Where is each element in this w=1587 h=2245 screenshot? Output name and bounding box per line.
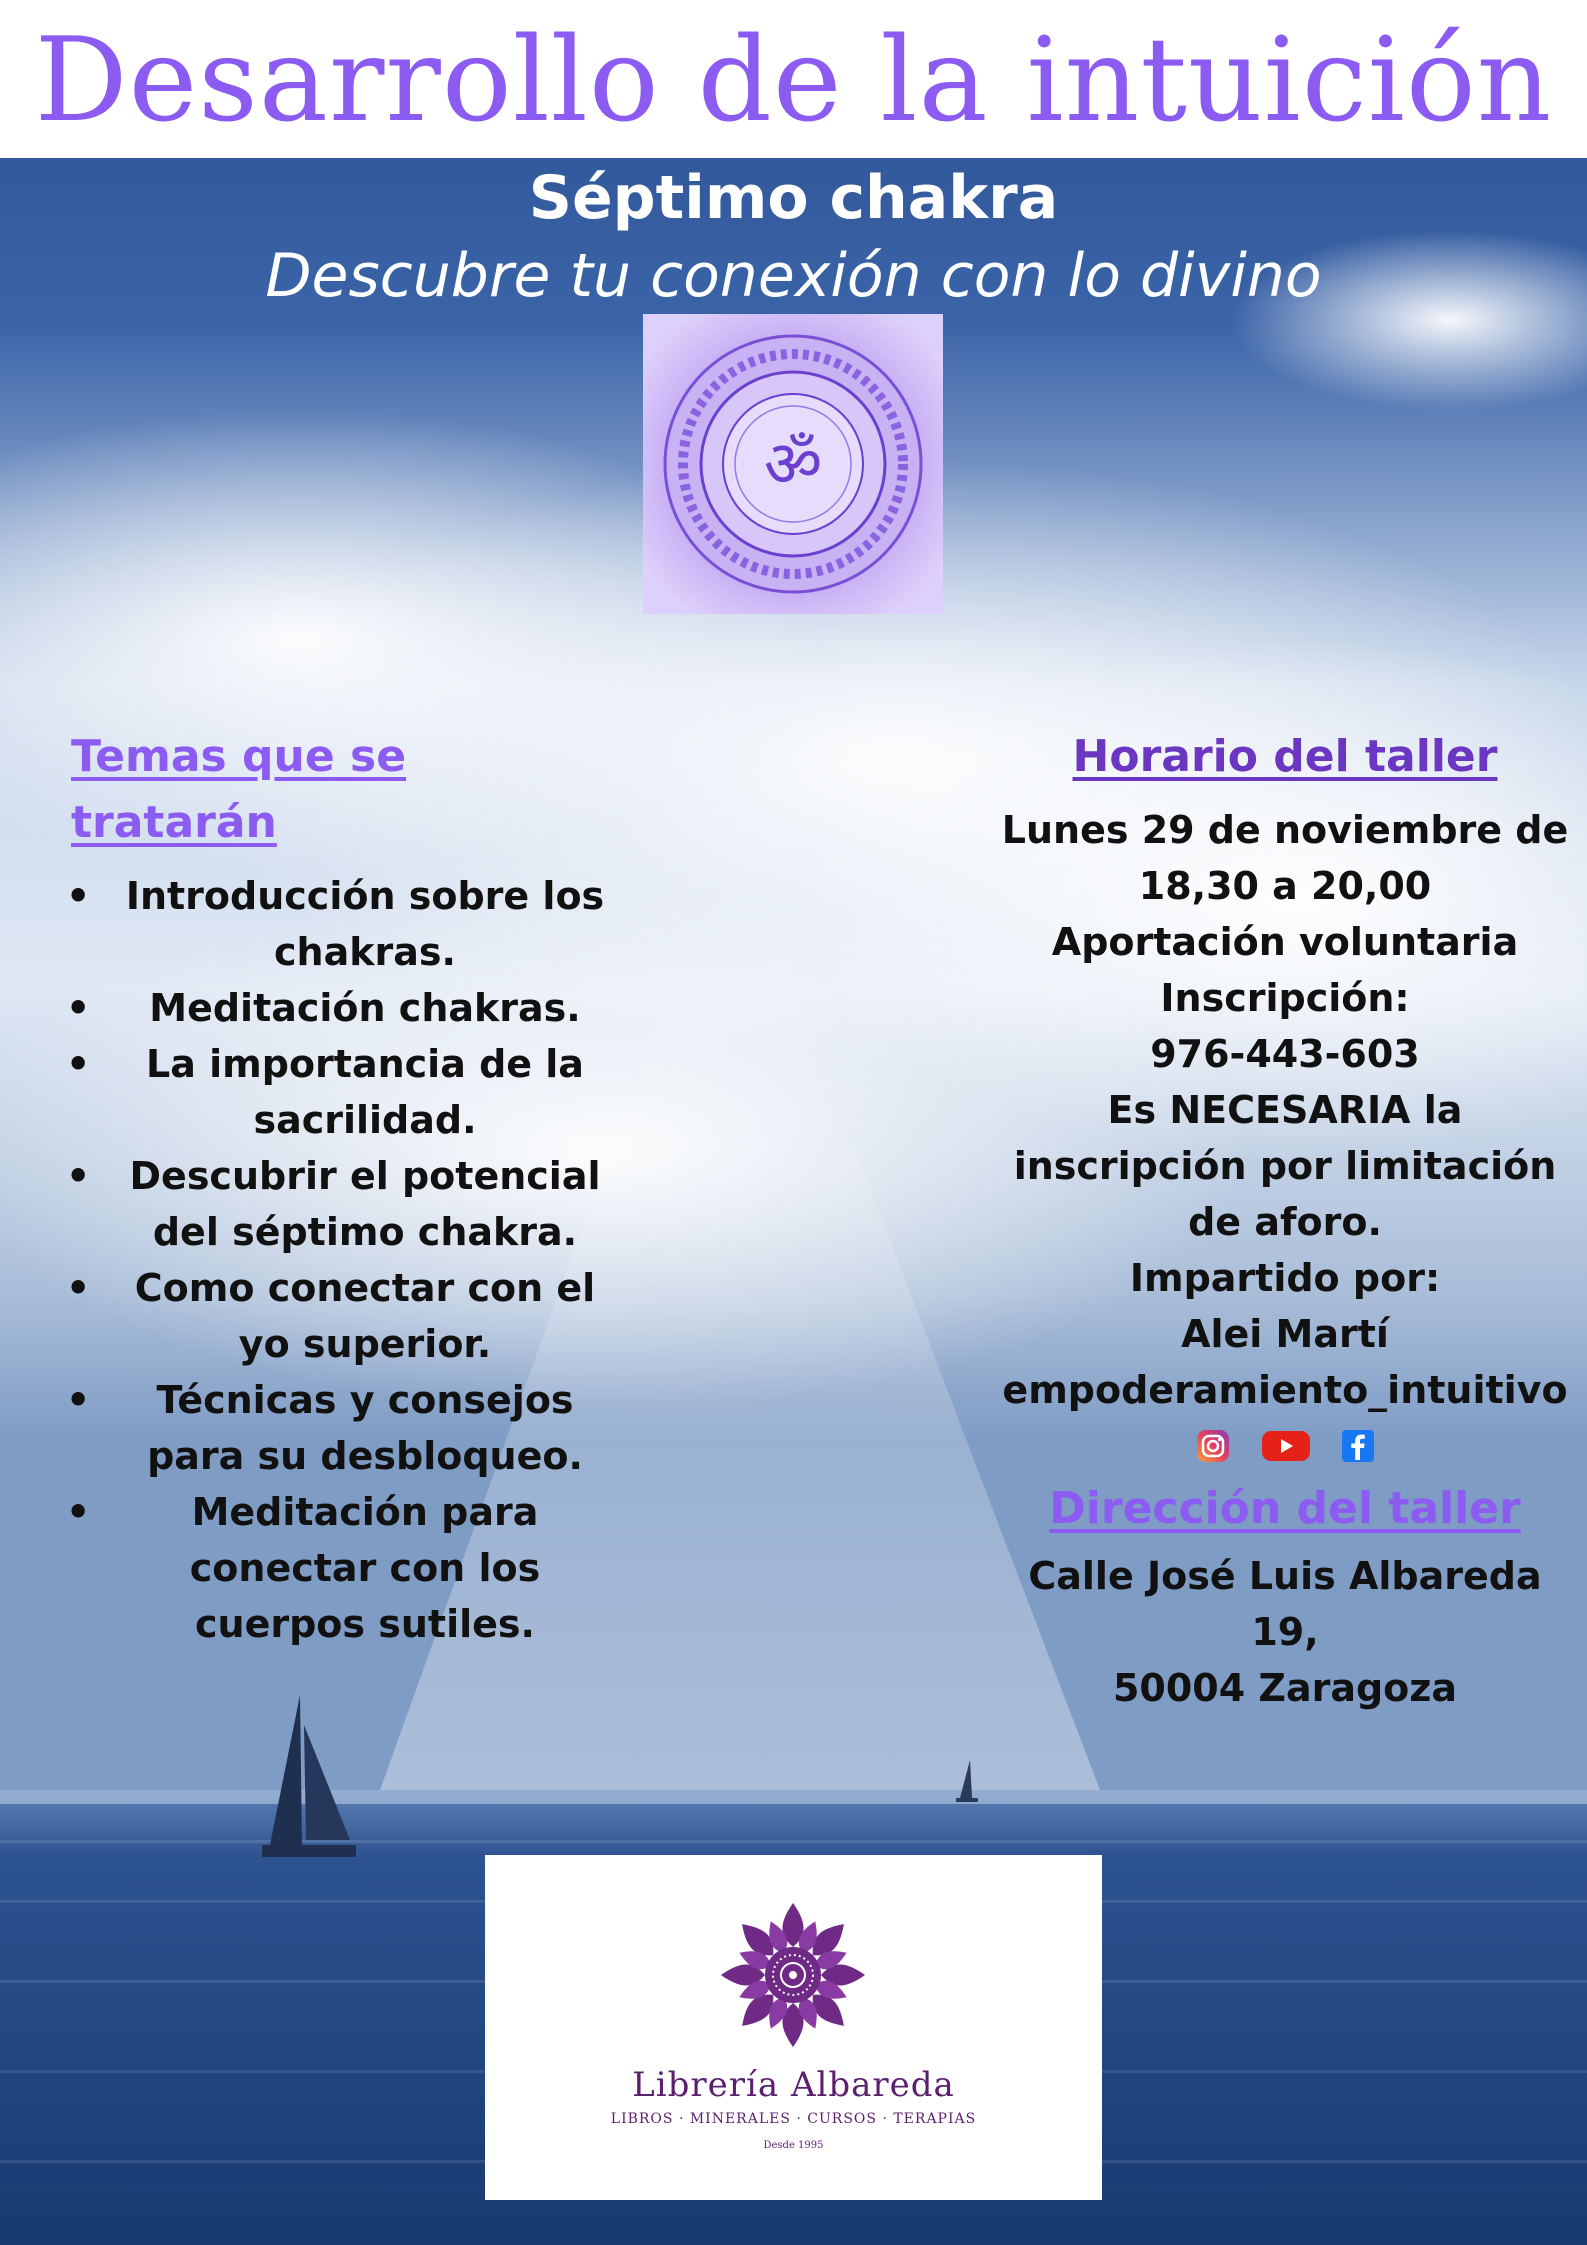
list-item: • Técnicas y consejos para su desbloqueo.	[60, 1372, 620, 1484]
address-line1: Calle José Luis Albareda 19,	[1028, 1554, 1542, 1654]
phone-number: 976-443-603	[1150, 1032, 1420, 1076]
youtube-icon[interactable]	[1261, 1428, 1311, 1464]
registration-notice: Es NECESARIA la inscripción por limitación de aforo.	[1013, 1088, 1557, 1244]
tagline: Descubre tu conexión con lo divino	[265, 241, 1322, 311]
contribution-text: Aportación voluntaria	[1051, 920, 1519, 964]
bookstore-logo-box	[485, 1855, 1102, 2200]
address-line2: 50004 Zaragoza	[1112, 1666, 1458, 1710]
mandala-logo-icon	[718, 1900, 868, 2050]
list-item: • Introducción sobre los chakras.	[60, 868, 620, 980]
logo-name: Librería Albareda	[632, 2065, 955, 2105]
topics-column	[60, 724, 620, 1652]
instructor-name: Alei Martí	[1181, 1312, 1389, 1356]
topics-list	[60, 868, 620, 1652]
address-heading: Dirección del taller	[1049, 1483, 1521, 1534]
instagram-icon[interactable]	[1195, 1428, 1231, 1464]
logo-since: Desde 1995	[763, 2140, 824, 2151]
subtitle: Séptimo chakra	[528, 163, 1059, 233]
schedule-column	[990, 724, 1580, 1716]
topics-heading: Temas que se tratarán	[71, 731, 407, 848]
list-item: • Como conectar con el yo superior.	[60, 1260, 620, 1372]
facebook-icon[interactable]	[1341, 1429, 1375, 1463]
schedule-date: Lunes 29 de noviembre de 18,30 a 20,00	[1001, 808, 1569, 908]
social-handle: empoderamiento_intuitivo	[1002, 1368, 1568, 1412]
taught-by-label: Impartido por:	[1129, 1256, 1441, 1300]
page-title: Desarrollo de la intuición	[34, 13, 1553, 148]
logo-tagline: LIBROS · MINERALES · CURSOS · TERAPIAS	[610, 2111, 977, 2127]
svg-text:ॐ: ॐ	[763, 428, 823, 502]
registration-label: Inscripción:	[1160, 976, 1410, 1020]
list-item: • Meditación para conectar con los cuerpos sutiles.	[60, 1484, 620, 1652]
crown-chakra-image	[643, 314, 943, 614]
schedule-heading: Horario del taller	[1072, 731, 1498, 782]
list-item: • La importancia de la sacrilidad.	[60, 1036, 620, 1148]
list-item: • Descubrir el potencial del séptimo chakra.	[60, 1148, 620, 1260]
social-icons	[990, 1418, 1580, 1474]
list-item: • Meditación chakras.	[60, 980, 620, 1036]
